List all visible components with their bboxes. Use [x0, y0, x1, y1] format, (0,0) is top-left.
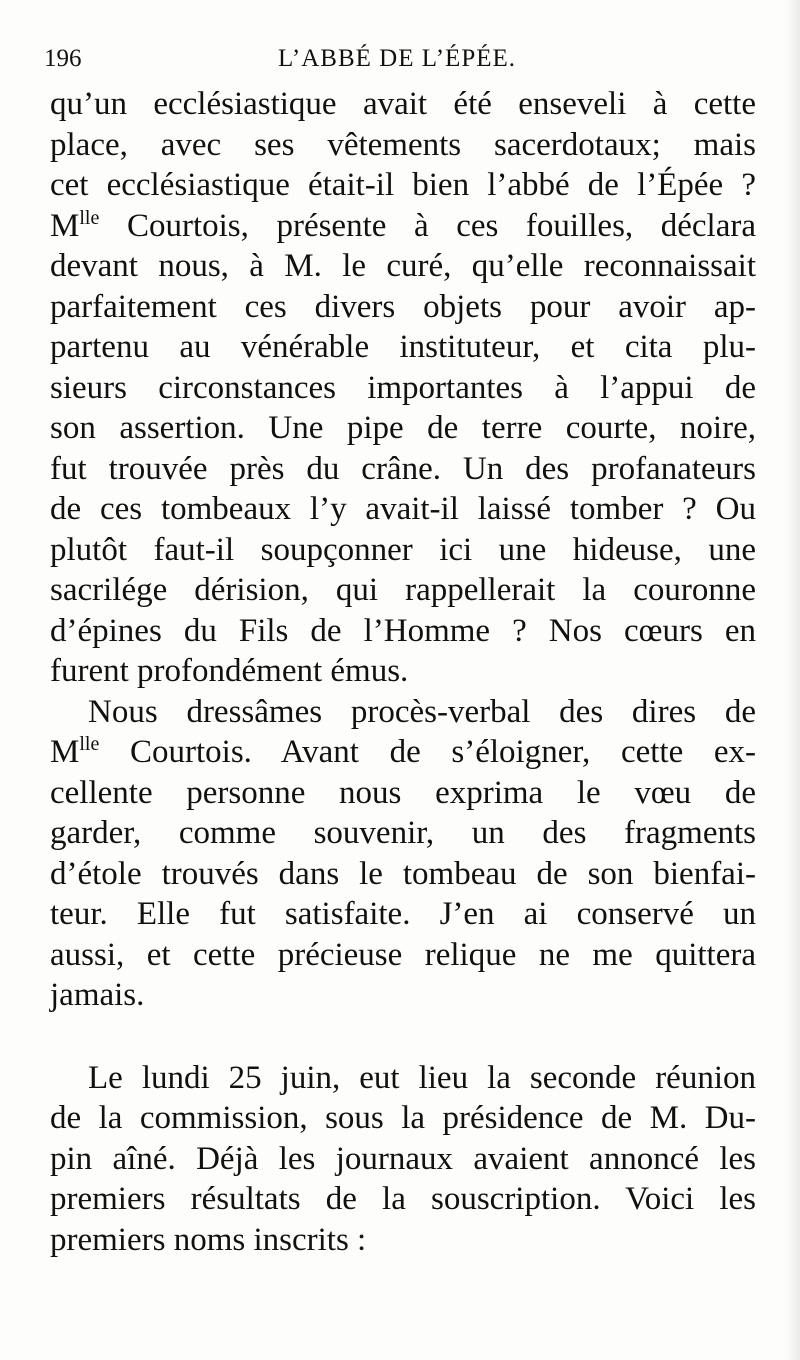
text-line: devant nous, à M. le curé, qu’elle reconnaissait: [50, 248, 756, 284]
text-line-with-abbrev: [50, 206, 756, 247]
text-line: Le lundi 25 juin, eut lieu la seconde réunion: [88, 1059, 756, 1096]
page-edge-shadow: [786, 0, 800, 1360]
text-line: place, avec ses vêtements sacerdotaux; mais: [50, 126, 756, 163]
text-line: de ces tombeaux l’y avait-il laissé tomber ? Ou: [50, 491, 756, 527]
text-line: plutôt faut-il soupçonner ici une hideuse, une: [50, 531, 756, 568]
text-line: fut trouvée près du crâne. Un des profanateurs: [50, 450, 756, 487]
abbrev-m: M: [50, 734, 80, 770]
text-line: premiers résultats de la souscription. Voici les: [50, 1181, 756, 1217]
text-line: jamais.: [50, 977, 145, 1013]
text-line: de la commission, sous la présidence de M. Du-: [50, 1100, 756, 1136]
text-line: cellente personne nous exprima le vœu de: [50, 774, 756, 811]
text-line: partenu au vénérable instituteur, et cita plu-: [50, 329, 756, 365]
text-line: teur. Elle fut satisfaite. J’en ai conservé un: [50, 896, 756, 932]
body-text: [50, 84, 756, 1260]
abbrev-m: M: [50, 207, 80, 244]
text-line: d’épines du Fils de l’Homme ? Nos cœurs en: [50, 612, 756, 649]
abbrev-superscript: lle: [79, 206, 100, 229]
text-line: aussi, et cette précieuse relique ne me quittera: [50, 936, 756, 973]
text-line: premiers noms inscrits :: [50, 1221, 367, 1258]
running-title: L’ABBÉ DE L’ÉPÉE.: [277, 45, 517, 72]
text-line: pin aîné. Déjà les journaux avaient annoncé les: [50, 1140, 756, 1177]
text-line: qu’un ecclésiastique avait été enseveli à cette: [50, 86, 756, 122]
text-line: son assertion. Une pipe de terre courte, noire,: [50, 410, 756, 446]
text-line: garder, comme souvenir, un des fragments: [50, 815, 756, 851]
text-line: furent profondément émus.: [50, 653, 409, 689]
text-line: cet ecclésiastique était-il bien l’abbé de l’Épée ?: [50, 167, 756, 203]
text-line: Courtois, présente à ces fouilles, déclara: [126, 207, 756, 244]
abbrev-superscript: lle: [79, 733, 100, 755]
text-line-with-abbrev: [50, 732, 756, 773]
paragraph-gap: [50, 1016, 756, 1058]
text-line: Nous dressâmes procès-verbal des dires de: [88, 693, 756, 730]
text-line: Courtois. Avant de s’éloigner, cette ex-: [130, 734, 757, 770]
text-line: sieurs circonstances importantes à l’appui de: [50, 369, 756, 406]
page-number: 196: [44, 45, 82, 72]
text-line: parfaitement ces divers objets pour avoir ap-: [50, 288, 756, 325]
text-line: sacrilége dérision, qui rappellerait la couronne: [50, 572, 756, 608]
text-line: d’étole trouvés dans le tombeau de son bienfai-: [50, 855, 756, 892]
page-header: [44, 42, 750, 76]
